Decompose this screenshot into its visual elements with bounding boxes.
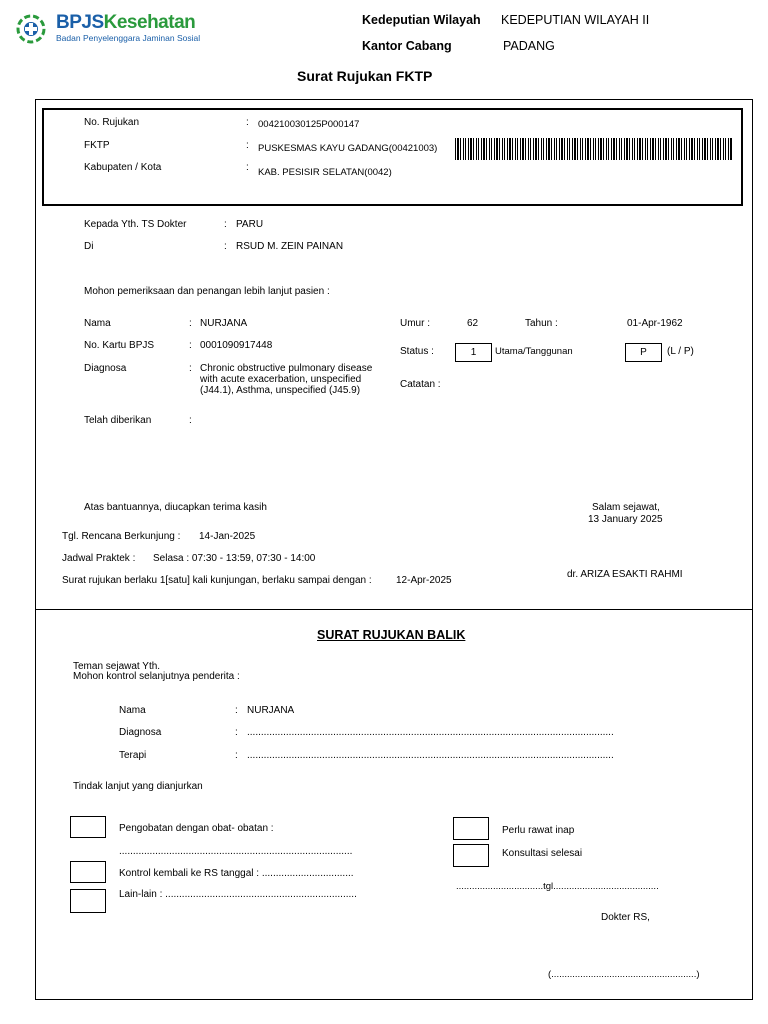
berlaku-value: 12-Apr-2025 — [396, 575, 452, 586]
logo-bpjs: BPJS — [56, 12, 104, 33]
mohon-kontrol: Mohon kontrol selanjutnya penderita : — [73, 671, 240, 682]
sex-box: P — [625, 343, 662, 362]
salam-sejawat: Salam sejawat, — [592, 502, 660, 513]
colon: : — [235, 705, 238, 716]
teman-sejawat: Teman sejawat Yth. — [73, 661, 161, 672]
colon: : — [246, 162, 249, 173]
page-title: Surat Rujukan FKTP — [297, 68, 433, 84]
diagnosa-value — [200, 363, 372, 396]
rencana-berkunjung-label: Tgl. Rencana Berkunjung : — [62, 531, 181, 542]
konsultasi-label: Konsultasi selesai — [502, 848, 583, 859]
no-rujukan-label: No. Rujukan — [84, 117, 140, 128]
cabang-label: Kantor Cabang — [362, 39, 452, 53]
colon: : — [189, 363, 192, 374]
colon: : — [189, 340, 192, 351]
logo-subtitle: Badan Penyelenggara Jaminan Sosial — [56, 33, 201, 43]
terima-kasih-text: Atas bantuannya, diucapkan terima kasih — [84, 502, 267, 513]
colon: : — [189, 318, 192, 329]
balik-nama-value: NURJANA — [247, 705, 295, 716]
berlaku-text: Surat rujukan berlaku 1[satu] kali kunjungan, berlaku sampai dengan : — [62, 575, 372, 586]
rawat-inap-checkbox[interactable] — [453, 817, 489, 840]
colon: : — [235, 727, 238, 738]
umur-label: Umur : — [400, 318, 430, 329]
kartu-bpjs-value: 0001090917448 — [200, 340, 273, 351]
balik-terapi-dots: .................................................................................................................................... — [247, 750, 614, 761]
di-label: Di — [84, 241, 94, 252]
konsultasi-checkbox[interactable] — [453, 844, 489, 867]
nama-value: NURJANA — [200, 318, 248, 329]
kabupaten-value: KAB. PESISIR SELATAN(0042) — [258, 167, 392, 178]
diagnosa-line: (J44.1), Asthma, unspecified (J45.9) — [200, 385, 361, 396]
di-value: RSUD M. ZEIN PAINAN — [236, 241, 344, 252]
diagnosa-label: Diagnosa — [84, 363, 127, 374]
jadwal-praktek-value: Selasa : 07:30 - 13:59, 07:30 - 14:00 — [153, 553, 316, 564]
colon: : — [246, 117, 249, 128]
kartu-bpjs-label: No. Kartu BPJS — [84, 340, 155, 351]
logo-kesehatan: Kesehatan — [103, 12, 196, 33]
balik-terapi-label: Terapi — [119, 750, 147, 761]
mohon-pemeriksaan: Mohon pemeriksaan dan penangan lebih lanjut pasien : — [84, 286, 330, 297]
rencana-berkunjung-value: 14-Jan-2025 — [199, 531, 256, 542]
cabang-value: PADANG — [503, 39, 555, 53]
barcode — [455, 138, 732, 160]
kepada-value: PARU — [236, 219, 264, 230]
colon: : — [235, 750, 238, 761]
pengobatan-label: Pengobatan dengan obat- obatan : — [119, 823, 274, 834]
kontrol-label: Kontrol kembali ke RS tanggal : ................................. — [119, 868, 354, 879]
kepada-label: Kepada Yth. TS Dokter — [84, 219, 187, 230]
lain-lain-label: Lain-lain : ..................................................................... — [119, 889, 357, 900]
umur-value: 62 — [467, 318, 479, 329]
diagnosa-line: with acute exacerbation, unspecified — [200, 374, 362, 385]
balik-nama-label: Nama — [119, 705, 146, 716]
balik-diagnosa-label: Diagnosa — [119, 727, 162, 738]
status-box: 1 — [455, 343, 492, 362]
diagnosa-line: Chronic obstructive pulmonary disease — [200, 363, 373, 374]
pengobatan-dots: .................................................................................... — [119, 846, 353, 857]
status-desc: Utama/Tanggunan — [495, 346, 573, 357]
balik-diagnosa-dots: .................................................................................................................................... — [247, 727, 614, 738]
tanggal-lahir: 01-Apr-1962 — [627, 318, 683, 329]
telah-diberikan-label: Telah diberikan — [84, 415, 152, 426]
tindak-lanjut-label: Tindak lanjut yang dianjurkan — [73, 781, 203, 792]
lain-lain-checkbox[interactable] — [70, 889, 106, 913]
no-rujukan-value: 004210030125P000147 — [258, 119, 360, 130]
nama-dokter: dr. ARIZA ESAKTI RAHMI — [567, 569, 683, 580]
pengobatan-checkbox[interactable] — [70, 816, 106, 838]
bpjs-emblem-icon — [16, 14, 46, 44]
rawat-inap-label: Perlu rawat inap — [502, 825, 575, 836]
section-divider — [36, 609, 752, 610]
sex-desc: (L / P) — [667, 346, 694, 357]
wilayah-label: Kedeputian Wilayah — [362, 13, 481, 27]
kabupaten-label: Kabupaten / Kota — [84, 162, 162, 173]
rujukan-balik-title: SURAT RUJUKAN BALIK — [317, 628, 466, 642]
nama-label: Nama — [84, 318, 111, 329]
document-frame — [35, 99, 753, 1000]
kontrol-checkbox[interactable] — [70, 861, 106, 883]
status-label: Status : — [400, 346, 434, 357]
colon: : — [224, 241, 227, 252]
colon: : — [246, 140, 249, 151]
jadwal-praktek-label: Jadwal Praktek : — [62, 553, 136, 564]
wilayah-value: KEDEPUTIAN WILAYAH II — [501, 13, 650, 27]
dokter-rs-label: Dokter RS, — [601, 912, 650, 923]
fktp-label: FKTP — [84, 140, 110, 151]
catatan-label: Catatan : — [400, 379, 441, 390]
tahun-label: Tahun : — [525, 318, 558, 329]
signature-line: (.......................................................) — [548, 969, 700, 980]
tanggal-line: .................................tgl........................................ — [456, 881, 659, 892]
colon: : — [224, 219, 227, 230]
colon: : — [189, 415, 192, 426]
tanggal-surat: 13 January 2025 — [588, 514, 663, 525]
bpjs-logo — [16, 12, 206, 46]
fktp-value: PUSKESMAS KAYU GADANG(00421003) — [258, 143, 438, 154]
